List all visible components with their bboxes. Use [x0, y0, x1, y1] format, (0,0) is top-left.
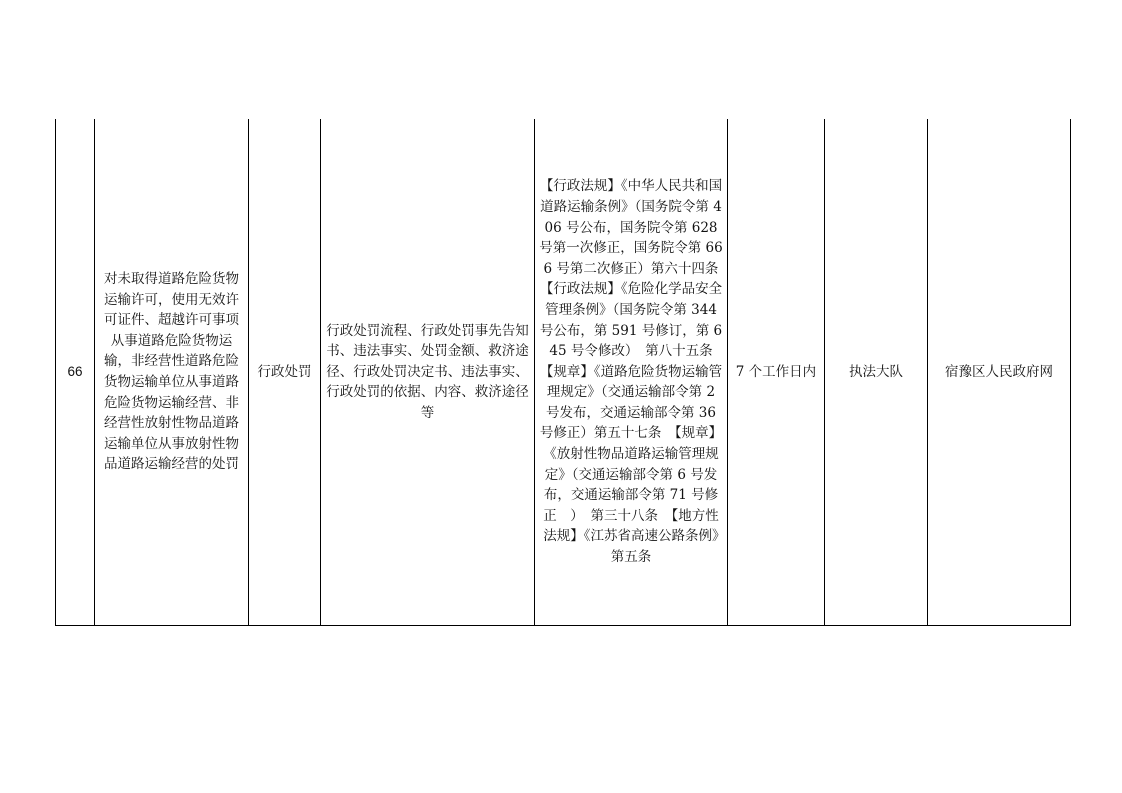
responsible-unit-cell — [825, 119, 928, 626]
row-number-cell — [56, 119, 95, 626]
row-number: 66 — [67, 363, 83, 379]
responsible-unit: 执法大队 — [849, 363, 903, 380]
legal-basis: 【行政法规】《中华人民共和国道路运输条例》（国务院令第 406 号公布，国务院令第 628 号第一次修正，国务院令第 666 号第二次修正）第六十四条 【行政法规】《危险化学品安全管理条例》（国务院令第 344 号公布，第 591 号修订，第 645 号令修改） 第八十五条【规章】《道路危险货物运输管理规定》（交通运输部令第 2 号发布，交通运输部令第 36 号修正）第五十七条 【规章】《放射性物品道路运输管理规定》（交通运输部令第 6 号发布，交通运输部令第 71 号修正 ） 第三十八条 【地方性法规】《江苏省高速公路条例》 第五条 — [539, 178, 733, 566]
disclosure-content-cell — [321, 119, 535, 626]
table-row — [56, 119, 1071, 626]
category: 行政处罚 — [257, 363, 312, 380]
time-limit: 7 个工作日内 — [735, 363, 817, 380]
item-name-cell — [95, 119, 249, 626]
time-limit-cell — [728, 119, 825, 626]
disclosure-content: 行政处罚流程、行政处罚事先告知书、违法事实、处罚金额、救济途径、行政处罚决定书、违法事实、行政处罚的依据、内容、救济途径等 — [326, 322, 529, 421]
disclosure-channel-cell — [928, 119, 1071, 626]
disclosure-table — [55, 119, 1071, 626]
disclosure-channel: 宿豫区人民政府网 — [945, 363, 1053, 380]
legal-basis-cell — [535, 119, 733, 626]
item-name: 对未取得道路危险货物运输许可，使用无效许可证件、超越许可事项从事道路危险货物运输，非经营性道路危险货物运输单位从事道路危险货物运输经营、非经营性放射性物品道路运输单位从事放射性物品道路运输经营的处罚 — [104, 271, 239, 473]
category-cell — [249, 119, 321, 626]
